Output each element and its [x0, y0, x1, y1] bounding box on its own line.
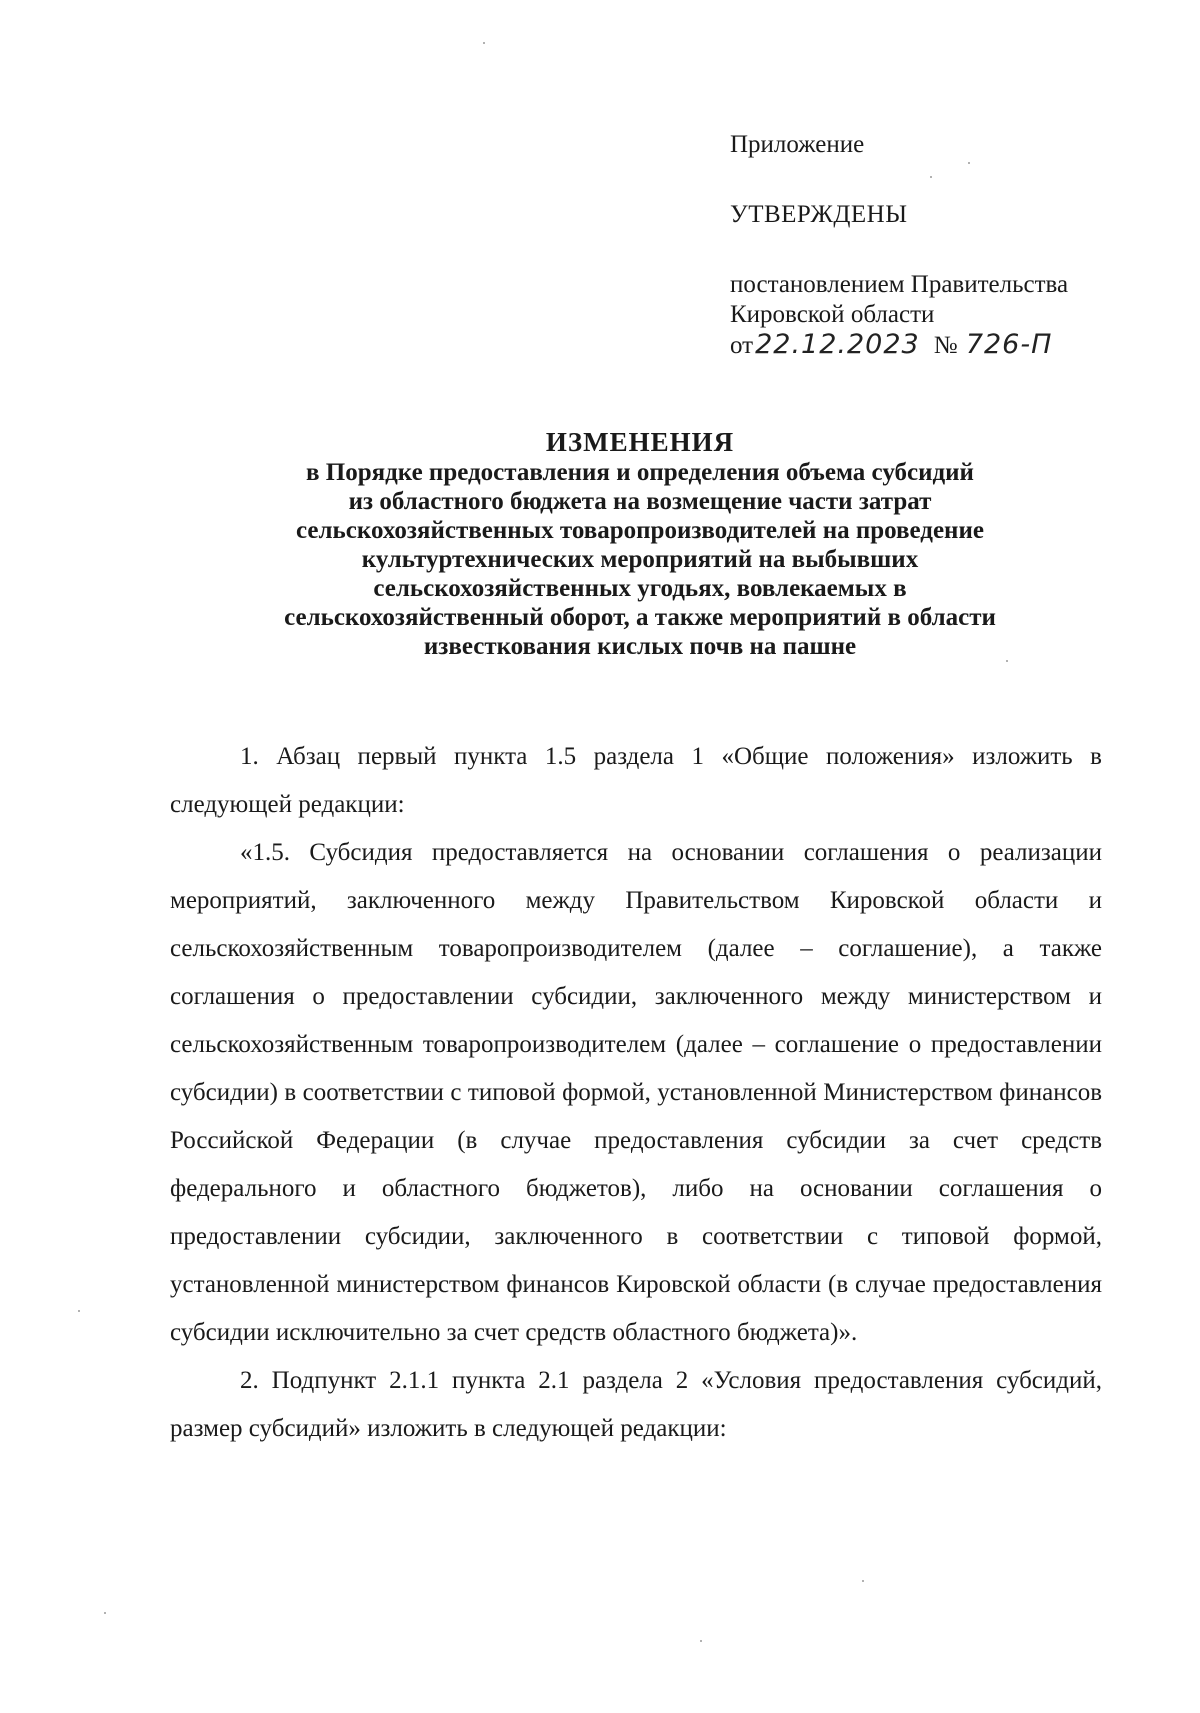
paragraph-3: 2. Подпункт 2.1.1 пункта 2.1 раздела 2 «Условия предоставления субсидий, размер субсидий» изложить в следующей редакции:: [170, 1367, 1102, 1442]
approval-date-row: [730, 330, 1170, 361]
date-prefix: от: [730, 332, 754, 359]
scan-speck: [700, 1640, 702, 1642]
number-sign: №: [933, 332, 958, 359]
paragraph-2: «1.5. Субсидия предоставляется на основании соглашения о реализации мероприятий, заключенного между Правительством Кировской области и сельскохозяйственным товаропроизводителем (далее – соглашение), а также соглашения о предоставлении субсидии, заключенного между министерством и сельскохозяйственным товаропроизводителем (далее – соглашение о предоставлении субсидии) в соответствии с типовой формой, установленной Министерством финансов Российской Федерации (в случае предоставления субсидии за счет средств федерального и областного бюджетов), либо на основании соглашения о предоставлении субсидии, заключенного в соответствии с типовой формой, установленной министерством финансов Кировской области (в случае предоставления субсидии исключительно за счет средств областного бюджета)».: [170, 839, 1102, 1346]
document-title: [200, 428, 1080, 661]
title-line: сельскохозяйственных угодьях, вовлекаемых в: [373, 575, 907, 602]
title-line: известкования кислых почв на пашне: [423, 633, 857, 660]
scan-speck: [862, 1580, 864, 1582]
title-line: в Порядке предоставления и определения объема субсидий: [306, 459, 974, 486]
scan-speck: [968, 162, 970, 164]
scan-speck: [930, 176, 932, 178]
title-line: из областного бюджета на возмещение части затрат: [348, 488, 932, 515]
scan-speck: [1006, 660, 1008, 662]
approval-line-1: постановлением Правительства: [730, 271, 1069, 298]
scan-speck: [483, 42, 485, 44]
handwritten-number: 726-П: [965, 329, 1053, 360]
scan-speck: [78, 1310, 80, 1312]
title-line: культуртехнических мероприятий на выбывших: [361, 546, 919, 573]
title-line: сельскохозяйственных товаропроизводителей на проведение: [296, 517, 984, 544]
handwritten-date: 22.12.2023: [755, 329, 920, 360]
title-main: ИЗМЕНЕНИЯ: [545, 427, 735, 457]
approval-header: [730, 130, 1170, 361]
approved-label: УТВЕРЖДЕНЫ: [730, 201, 908, 228]
appendix-label: Приложение: [730, 131, 865, 158]
scan-speck: [104, 1612, 106, 1614]
title-line: сельскохозяйственный оборот, а также мероприятий в области: [284, 604, 996, 631]
document-body: [170, 733, 1102, 1453]
approval-line-2: Кировской области: [730, 301, 935, 328]
paragraph-1: 1. Абзац первый пункта 1.5 раздела 1 «Общие положения» изложить в следующей редакции:: [170, 743, 1102, 818]
